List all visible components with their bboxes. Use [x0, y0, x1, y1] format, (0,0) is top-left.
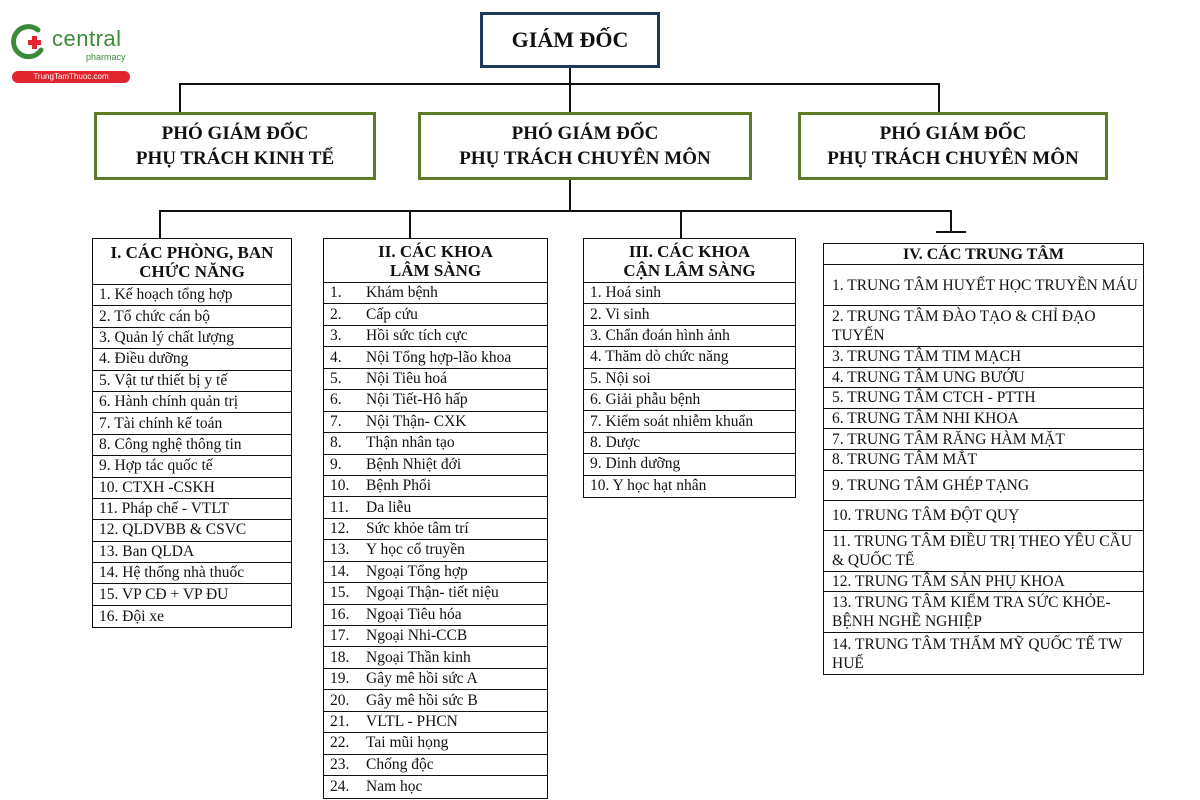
- deputy-professional-box-2: [798, 112, 1108, 180]
- list-item: 7. Tài chính kế toán: [93, 413, 291, 434]
- paraclinical-departments-column: [583, 238, 796, 498]
- item-label: Nội Tổng hợp-lão khoa: [366, 348, 512, 366]
- item-label: Thận nhân tạo: [366, 434, 455, 452]
- connector-director-down: [569, 68, 571, 84]
- connector-bottom-horizontal: [159, 210, 952, 212]
- item-number: 6.: [330, 391, 342, 409]
- list-item: [324, 476, 547, 497]
- list-item: 10. Y học hạt nhân: [590, 477, 707, 495]
- item-label: Sức khỏe tâm trí: [366, 520, 469, 538]
- director-box: GIÁM ĐỐC: [480, 12, 660, 68]
- list-item: 8. TRUNG TÂM MẮT: [824, 450, 1143, 471]
- list-item: [324, 605, 547, 626]
- item-label: Khám bệnh: [366, 284, 438, 302]
- connector-col-4-cap: [936, 231, 966, 233]
- item-number: 22.: [330, 734, 350, 752]
- logo-subtitle: pharmacy: [86, 52, 126, 62]
- list-item: 3. Chẩn đoán hình ảnh: [584, 326, 795, 347]
- connector-col-2: [409, 210, 411, 238]
- item-number: 10.: [330, 477, 350, 495]
- item-number: 2.: [330, 305, 342, 323]
- deputy-title: PHÓ GIÁM ĐỐC: [161, 123, 309, 144]
- list-item: 7. TRUNG TÂM RĂNG HÀM MẶT: [824, 429, 1143, 450]
- list-item: [324, 390, 547, 411]
- deputy-title: PHÓ GIÁM ĐỐC: [879, 123, 1027, 144]
- deputy-role: PHỤ TRÁCH CHUYÊN MÔN: [459, 148, 711, 169]
- item-label: Y học cổ truyền: [366, 541, 465, 559]
- list-item: [324, 326, 547, 347]
- clinical-departments-column: [323, 238, 548, 799]
- list-item: [324, 669, 547, 690]
- deputy-economics-box: [94, 112, 376, 180]
- list-item: 2. Vi sinh: [584, 304, 795, 325]
- list-item: [324, 776, 547, 797]
- list-item: 16. Đội xe: [99, 607, 165, 625]
- item-label: Ngoại Nhi-CCB: [366, 627, 468, 645]
- central-pharmacy-logo: [8, 22, 130, 82]
- item-label: Ngoại Tiêu hóa: [366, 605, 462, 623]
- list-item: [324, 304, 547, 325]
- item-label: VLTL - PHCN: [366, 712, 458, 730]
- list-item: [324, 519, 547, 540]
- list-item: [324, 455, 547, 476]
- list-item: [324, 497, 547, 518]
- list-item: [324, 412, 547, 433]
- list-item: 3. TRUNG TÂM TIM MẠCH: [824, 347, 1143, 368]
- list-item: 9. Hợp tác quốc tế: [93, 456, 291, 477]
- item-number: 11.: [330, 498, 349, 516]
- item-number: 16.: [330, 605, 350, 623]
- item-label: Chống độc: [366, 755, 434, 773]
- item-number: 12.: [330, 520, 350, 538]
- column-header: [584, 239, 795, 283]
- item-number: 13.: [330, 541, 350, 559]
- list-item: [324, 369, 547, 390]
- list-item: 6. Giải phẫu bệnh: [584, 390, 795, 411]
- item-number: 9.: [330, 455, 342, 473]
- item-label: Ngoại Thận- tiết niệu: [366, 584, 499, 602]
- pharmacy-cross-icon: [8, 22, 48, 62]
- item-number: 15.: [330, 584, 350, 602]
- list-item: 5. Vật tư thiết bị y tế: [93, 371, 291, 392]
- item-label: Gây mê hồi sức A: [366, 670, 478, 688]
- list-item: 9. TRUNG TÂM GHÉP TẠNG: [824, 471, 1143, 501]
- list-item: 10. TRUNG TÂM ĐỘT QUỴ: [824, 501, 1143, 531]
- column-header-line1: I. CÁC PHÒNG, BAN: [110, 242, 274, 262]
- list-item: 2. Tổ chức cán bộ: [93, 306, 291, 327]
- connector-drop-2: [569, 83, 571, 112]
- list-item: 7. Kiểm soát nhiễm khuẩn: [584, 411, 795, 432]
- list-item: 13. TRUNG TÂM KIỂM TRA SỨC KHỎE-BỆNH NGHỀ NGHIỆP: [824, 592, 1143, 633]
- column-header-line2: LÂM SÀNG: [389, 260, 482, 280]
- list-item: [324, 712, 547, 733]
- column-header-line2: CHỨC NĂNG: [139, 261, 245, 281]
- list-item: 14. TRUNG TÂM THẨM MỸ QUỐC TẾ TW HUẾ: [832, 635, 1123, 672]
- list-item: [324, 540, 547, 561]
- item-label: Nội Tiêu hoá: [366, 369, 447, 387]
- item-number: 14.: [330, 562, 350, 580]
- item-number: 1.: [330, 284, 342, 302]
- list-item: [324, 647, 547, 668]
- list-item: 8. Công nghệ thông tin: [93, 435, 291, 456]
- item-label: Nội Thận- CXK: [366, 412, 467, 430]
- list-item: 12. QLDVBB & CSVC: [93, 520, 291, 541]
- list-item: 1. Hoá sinh: [584, 283, 795, 304]
- list-item: [324, 583, 547, 604]
- connector-col-4: [950, 210, 952, 232]
- item-number: 3.: [330, 327, 342, 345]
- list-item: 3. Quản lý chất lượng: [93, 328, 291, 349]
- deputy-role: PHỤ TRÁCH CHUYÊN MÔN: [827, 148, 1079, 169]
- connector-top-horizontal: [179, 83, 939, 85]
- list-item: 4. Thăm dò chức năng: [584, 347, 795, 368]
- item-label: Ngoại Tổng hợp: [366, 562, 468, 580]
- list-item: 8. Dược: [584, 433, 795, 454]
- connector-deputy-down: [569, 180, 571, 212]
- item-number: 5.: [330, 369, 342, 387]
- item-number: 23.: [330, 755, 350, 773]
- item-number: 4.: [330, 348, 342, 366]
- list-item: 6. TRUNG TÂM NHI KHOA: [824, 409, 1143, 430]
- column-header: IV. CÁC TRUNG TÂM: [824, 244, 1143, 265]
- centers-column: [823, 243, 1144, 675]
- list-item: 4. TRUNG TÂM UNG BƯỚU: [824, 368, 1143, 389]
- column-header: [93, 239, 291, 285]
- list-item: 5. TRUNG TÂM CTCH - PTTH: [824, 388, 1143, 409]
- item-label: Bệnh Nhiệt đới: [366, 455, 462, 473]
- list-item: 13. Ban QLDA: [93, 542, 291, 563]
- functional-departments-column: [92, 238, 292, 628]
- list-item: [324, 626, 547, 647]
- list-item: [324, 733, 547, 754]
- item-label: Nội Tiết-Hô hấp: [366, 391, 468, 409]
- item-label: Bệnh Phổi: [366, 477, 432, 495]
- list-item: 11. Pháp chế - VTLT: [93, 499, 291, 520]
- item-number: 18.: [330, 648, 350, 666]
- item-label: Ngoại Thần kinh: [366, 648, 471, 666]
- item-label: Da liễu: [366, 498, 412, 516]
- item-label: Hồi sức tích cực: [366, 327, 468, 345]
- item-number: 19.: [330, 670, 350, 688]
- list-item: 2. TRUNG TÂM ĐÀO TẠO & CHỈ ĐẠO TUYẾN: [824, 306, 1143, 347]
- list-item: 12. TRUNG TÂM SẢN PHỤ KHOA: [824, 572, 1143, 593]
- list-item: 5. Nội soi: [584, 369, 795, 390]
- list-item: 6. Hành chính quản trị: [93, 392, 291, 413]
- item-label: Gây mê hồi sức B: [366, 691, 478, 709]
- deputy-professional-box-1: [418, 112, 752, 180]
- logo-name: central: [52, 26, 122, 51]
- connector-drop-3: [938, 83, 940, 112]
- logo-site: TrungTamThuoc.com: [12, 71, 130, 83]
- column-header-line1: II. CÁC KHOA: [378, 241, 493, 261]
- list-item: [324, 433, 547, 454]
- item-label: Tai mũi họng: [366, 734, 449, 752]
- item-number: 8.: [330, 434, 342, 452]
- list-item: [324, 690, 547, 711]
- item-number: 24.: [330, 777, 350, 795]
- list-item: 10. CTXH -CSKH: [93, 478, 291, 499]
- item-number: 21.: [330, 712, 350, 730]
- item-label: Nam học: [366, 777, 423, 795]
- list-item: 9. Dinh dưỡng: [584, 454, 795, 475]
- list-item: 15. VP CĐ + VP ĐU: [93, 584, 291, 605]
- list-item: 1. Kế hoạch tổng hợp: [93, 285, 291, 306]
- list-item: [324, 283, 547, 304]
- list-item: [324, 347, 547, 368]
- column-header-line1: III. CÁC KHOA: [628, 241, 751, 261]
- list-item: 4. Điều dưỡng: [93, 349, 291, 370]
- deputy-role: PHỤ TRÁCH KINH TẾ: [135, 148, 335, 169]
- deputy-title: PHÓ GIÁM ĐỐC: [511, 123, 659, 144]
- connector-col-3: [680, 210, 682, 238]
- list-item: 14. Hệ thống nhà thuốc: [93, 563, 291, 584]
- list-item: 1. TRUNG TÂM HUYẾT HỌC TRUYỀN MÁU: [824, 265, 1143, 306]
- list-item: 11. TRUNG TÂM ĐIỀU TRỊ THEO YÊU CẦU & QUỐC TẾ: [824, 531, 1143, 572]
- list-item: [324, 562, 547, 583]
- item-number: 17.: [330, 627, 350, 645]
- column-header-line2: CẬN LÂM SÀNG: [623, 260, 756, 280]
- connector-col-1: [159, 210, 161, 238]
- list-item: [324, 755, 547, 776]
- item-label: Cấp cứu: [366, 305, 418, 323]
- column-header: [324, 239, 547, 283]
- connector-drop-1: [179, 83, 181, 112]
- item-number: 20.: [330, 691, 350, 709]
- item-number: 7.: [330, 412, 342, 430]
